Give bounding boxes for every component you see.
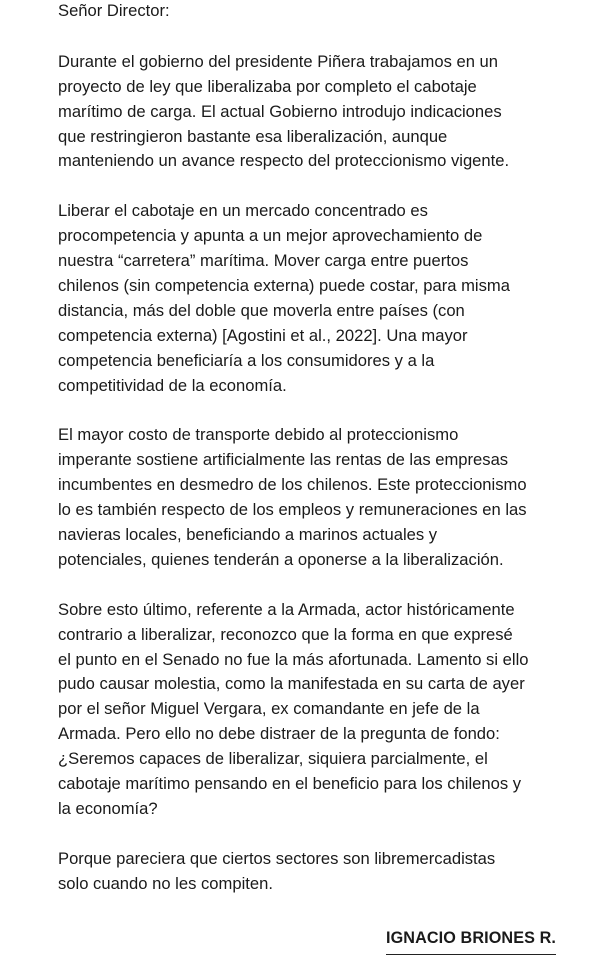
paragraph-3: El mayor costo de transporte debido al proteccionismo imperante sostiene artificialmente las rentas de las empresas incumbentes en desmedro de los chilenos. Este proteccionismo lo es también respecto de los empleos y remuneraciones en las navieras locales, beneficiando a marinos actuales y potenciales, quienes tenderán a oponerse a la liberalización. [58, 425, 527, 569]
paragraph-1: Durante el gobierno del presidente Piñera trabajamos en un proyecto de ley que liberalizaba por completo el cabotaje marítimo de carga. El actual Gobierno introdujo indicaciones que restringieron bastante esa liberalización, aunque manteniendo un avance respecto del proteccionismo vigente. [58, 51, 510, 171]
paragraph-2: Liberar el cabotaje en un mercado concentrado es procompetencia y apunta a un mejor aprovechamiento de nuestra “carretera” marítima. Mover carga entre puertos chilenos (sin competencia externa) puede costar, para misma distancia, más del doble que moverla entre países (con competencia externa) [Agostini et al., 2022]. Una mayor competencia beneficiaría a los consumidores y a la competitividad de la economía. [58, 201, 510, 395]
paragraph-5: Porque pareciera que ciertos sectores son libremercadistas solo cuando no les compiten. [58, 848, 496, 893]
paragraph-4: Sobre esto último, referente a la Armada, actor históricamente contrario a liberalizar, reconozco que la forma en que expresé el punto en el Senado no fue la más afortunada. Lamento si ello pudo causar molestia, como la manifestada en su carta de ayer por el señor Miguel Vergara, ex comandante en jefe de la Armada. Pero ello no debe distraer de la pregunta de fondo: ¿Seremos capaces de liberalizar, siquiera parcialmente, el cabotaje marítimo pensando en el beneficio para los chilenos y la economía? [58, 599, 529, 818]
signature: IGNACIO BRIONES R. [386, 928, 556, 955]
salutation: Señor Director: [58, 1, 170, 20]
letter-body [58, 0, 558, 897]
